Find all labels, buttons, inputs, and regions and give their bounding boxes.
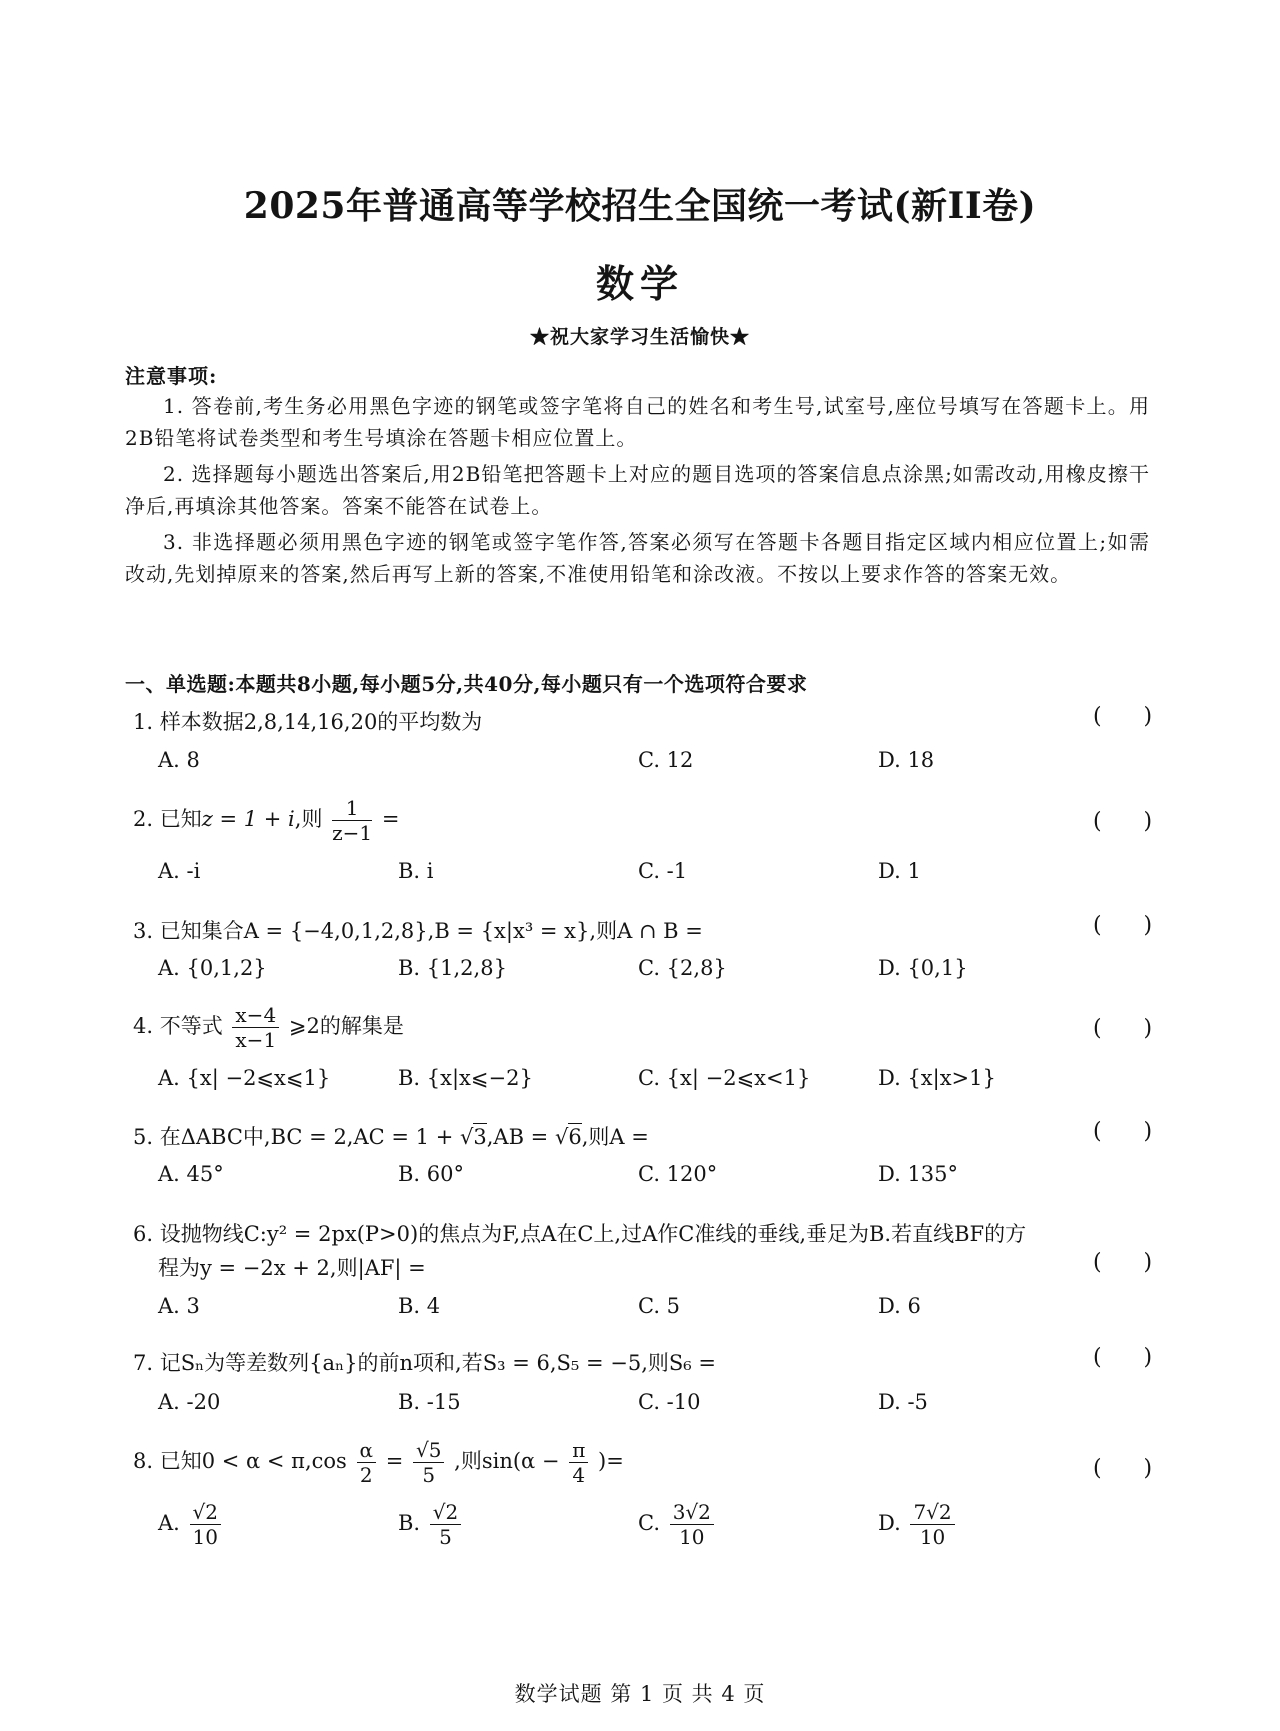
q8-option-d (878, 1500, 958, 1549)
q5-option-d: D. 135° (878, 1162, 959, 1186)
q3-option-a: A. {0,1,2} (158, 956, 267, 980)
notice-item-3: 3. 非选择题必须用黑色字迹的钢笔或签字笔作答,答案必须写在答题卡各题目指定区域内相应位置上;如需改动,先划掉原来的答案,然后再写上新的答案,不准使用铅笔和涂改液。不按以上要求作答的答案无效。 (125, 530, 1150, 586)
q5-radicand-1: 3 (473, 1125, 487, 1149)
q2-option-d: D. 1 (878, 859, 921, 883)
q4-prefix: 4. 不等式 (133, 1014, 223, 1038)
q8-option-b (398, 1500, 464, 1549)
question-7-stem: 7. 记Sₙ为等差数列{aₙ}的前n项和,若S₃ = 6,S₅ = −5,则S₆ = (133, 1351, 716, 1375)
answer-bracket-7: ( ) (1093, 1345, 1153, 1370)
answer-bracket-8: ( ) (1093, 1456, 1153, 1481)
q2-z-expr: z = 1 + i (201, 807, 295, 831)
question-5-stem (133, 1121, 649, 1151)
q8-c-den: 10 (679, 1525, 705, 1549)
q4-fraction (232, 1003, 279, 1052)
q1-option-d: D. 18 (878, 748, 935, 772)
notice-item-1: 1. 答卷前,考生务必用黑色字迹的钢笔或签字笔将自己的姓名和考生号,试室号,座位号填写在答题卡上。用2B铅笔将试卷类型和考生号填涂在答题卡相应位置上。 (125, 394, 1150, 450)
q2-option-a: A. -i (158, 859, 201, 883)
q8-fraction-pi-quarter (569, 1438, 588, 1487)
question-3-stem: 3. 已知集合A = {−4,0,1,2,8},B = {x|x³ = x},则A ∩ B = (133, 919, 703, 943)
q8-end: )= (598, 1449, 624, 1473)
q8-b-num: √2 (430, 1500, 461, 1525)
q2-option-c: C. -1 (638, 859, 688, 883)
q1-option-a: A. 8 (158, 748, 200, 772)
q8-f3-den: 4 (572, 1463, 586, 1487)
q4-frac-den: x−1 (235, 1028, 277, 1052)
q8-d-fraction (910, 1500, 954, 1549)
q2-frac-num: 1 (332, 796, 372, 821)
q8-c-fraction (670, 1500, 714, 1549)
q5-option-b: B. 60° (398, 1162, 465, 1186)
q7-option-a: A. -20 (158, 1390, 221, 1414)
answer-bracket-2: ( ) (1093, 809, 1153, 834)
subject-title: 数学 (595, 261, 684, 306)
q3-option-d: D. {0,1} (878, 956, 968, 980)
q8-c-num: 3√2 (670, 1500, 714, 1525)
q8-c-label: C. (638, 1511, 660, 1535)
q8-a-num: √2 (190, 1500, 221, 1525)
question-8-stem (133, 1438, 624, 1487)
q6-option-c: C. 5 (638, 1294, 681, 1318)
q8-f1-den: 2 (359, 1463, 373, 1487)
q2-prefix: 2. 已知 (133, 807, 202, 831)
question-1-stem: 1. 样本数据2,8,14,16,20的平均数为 (133, 710, 483, 734)
q2-fraction (332, 796, 372, 845)
q8-prefix: 8. 已知0 < α < π,cos (133, 1449, 347, 1473)
section-heading: 一、单选题:本题共8小题,每小题5分,共40分,每小题只有一个选项符合要求 (125, 672, 808, 696)
q5-mid: ,AB = √ (486, 1125, 569, 1149)
answer-bracket-5: ( ) (1093, 1119, 1153, 1144)
q8-b-label: B. (398, 1511, 421, 1535)
q8-a-den: 10 (192, 1525, 218, 1549)
answer-bracket-6: ( ) (1093, 1250, 1153, 1275)
q8-a-label: A. (158, 1511, 180, 1535)
q2-mid: ,则 (294, 807, 323, 831)
q5-prefix: 5. 在ΔABC中,BC = 2,AC = 1 + √ (133, 1125, 474, 1149)
q5-end: ,则A = (581, 1125, 649, 1149)
q8-mid: ,则sin(α − (454, 1449, 560, 1473)
q8-f3-num: π (569, 1438, 588, 1463)
q4-frac-num: x−4 (232, 1003, 279, 1028)
q6-option-a: A. 3 (158, 1294, 200, 1318)
q8-fraction-root5 (413, 1438, 444, 1487)
notice-title: 注意事项: (125, 364, 218, 388)
q8-b-den: 5 (439, 1525, 452, 1549)
q8-b-fraction (430, 1500, 461, 1549)
q4-option-b: B. {x|x⩽−2} (398, 1066, 533, 1090)
q2-option-b: B. i (398, 859, 434, 883)
answer-bracket-1: ( ) (1093, 704, 1153, 729)
page-footer: 数学试题 第 1 页 共 4 页 (514, 1682, 766, 1706)
wish-line: ★祝大家学习生活愉快★ (529, 326, 750, 348)
q4-option-a: A. {x| −2⩽x⩽1} (158, 1066, 331, 1090)
answer-bracket-3: ( ) (1093, 913, 1153, 938)
question-4-stem (133, 1003, 404, 1052)
q4-option-d: D. {x|x>1} (878, 1066, 996, 1090)
question-2-stem (133, 796, 399, 845)
q3-option-c: C. {2,8} (638, 956, 727, 980)
q8-option-a (158, 1500, 224, 1549)
q2-frac-den: z−1 (332, 821, 373, 845)
q8-d-label: D. (878, 1511, 901, 1535)
q5-option-a: A. 45° (158, 1162, 224, 1186)
q8-fraction-alpha-half (357, 1438, 377, 1487)
q7-option-d: D. -5 (878, 1390, 928, 1414)
q6-option-d: D. 6 (878, 1294, 921, 1318)
q8-f2-den: 5 (422, 1463, 436, 1487)
q5-radicand-2: 6 (568, 1125, 582, 1149)
q8-f1-num: α (357, 1438, 377, 1463)
exam-title: 2025年普通高等学校招生全国统一考试(新II卷) (243, 185, 1037, 227)
answer-bracket-4: ( ) (1093, 1016, 1153, 1041)
notice-item-2: 2. 选择题每小题选出答案后,用2B铅笔把答题卡上对应的题目选项的答案信息点涂黑;如需改动,用橡皮擦干净后,再填涂其他答案。答案不能答在试卷上。 (125, 462, 1150, 518)
q8-f2-num: √5 (413, 1438, 444, 1463)
q8-eq: = (385, 1449, 404, 1473)
q1-option-c: C. 12 (638, 748, 694, 772)
q4-option-c: C. {x| −2⩽x<1} (638, 1066, 811, 1090)
q2-end: = (381, 807, 400, 831)
q8-option-c (638, 1500, 717, 1549)
q5-option-c: C. 120° (638, 1162, 718, 1186)
question-6-stem-line-1: 6. 设抛物线C:y² = 2px(P>0)的焦点为F,点A在C上,过A作C准线的垂线,垂足为B.若直线BF的方 (133, 1222, 1027, 1246)
q4-end: ⩾2的解集是 (288, 1014, 404, 1038)
q3-option-b: B. {1,2,8} (398, 956, 507, 980)
q7-option-c: C. -10 (638, 1390, 701, 1414)
q6-option-b: B. 4 (398, 1294, 441, 1318)
q8-d-num: 7√2 (910, 1500, 954, 1525)
q8-a-fraction (190, 1500, 221, 1549)
question-6-stem-line-2: 程为y = −2x + 2,则|AF| = (158, 1256, 426, 1280)
q7-option-b: B. -15 (398, 1390, 461, 1414)
q8-d-den: 10 (919, 1525, 946, 1549)
